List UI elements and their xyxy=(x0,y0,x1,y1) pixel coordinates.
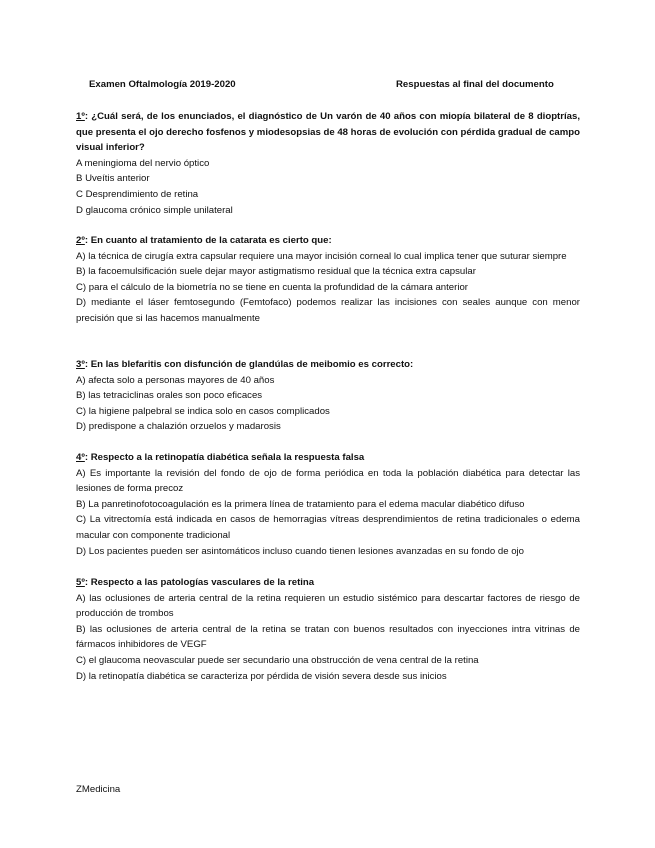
option-b: B) las oclusiones de arteria central de la retina se tratan con buenos resultados con inyecciones intra vitrinas de fármacos inhibidores de VEGF xyxy=(76,623,580,651)
question-stem xyxy=(76,233,580,249)
question-stem xyxy=(76,109,580,156)
option-d: D) Los pacientes pueden ser asintomáticos incluso cuando tienen lesiones avanzadas en su fondo de ojo xyxy=(76,545,525,557)
question-1 xyxy=(76,109,580,218)
answers-note: Respuestas al final del documento xyxy=(396,79,554,90)
question-text: : En las blefaritis con disfunción de glandúlas de meibomio es correcto: xyxy=(84,359,414,370)
question-number: 5º xyxy=(76,577,85,588)
question-text: : Respecto a la retinopatía diabética señala la respuesta falsa xyxy=(84,452,365,463)
question-stem xyxy=(76,450,580,466)
question-number: 1º xyxy=(76,111,85,122)
question-5 xyxy=(76,575,580,684)
option-c: C) La vitrectomía está indicada en casos de hemorragias vítreas desprendimientos de retina tradicionales o edema macular con componente tradicional xyxy=(76,514,580,541)
option-d: D glaucoma crónico simple unilateral xyxy=(76,204,233,216)
option-b: B) la facoemulsificación suele dejar mayor astigmatismo residual que la técnica extra capsular xyxy=(76,266,476,278)
option-c: C) para el cálculo de la biometría no se tiene en cuenta la profundidad de la cámara anterior xyxy=(76,281,468,293)
question-stem xyxy=(76,575,580,591)
exam-title: Examen Oftalmología 2019-2020 xyxy=(89,79,236,90)
question-stem xyxy=(76,357,580,373)
page-header xyxy=(76,77,580,93)
question-text: : En cuanto al tratamiento de la catarata es cierto que: xyxy=(84,235,332,246)
option-a: A meningioma del nervio óptico xyxy=(76,157,210,169)
option-a: A) afecta solo a personas mayores de 40 años xyxy=(76,374,275,386)
option-c: C) la higiene palpebral se indica solo en casos complicados xyxy=(76,405,330,417)
question-2 xyxy=(76,233,580,327)
option-b: B) La panretinofotocoagulación es la primera línea de tratamiento para el edema macular diabético difuso xyxy=(76,498,525,510)
option-b: B Uveítis anterior xyxy=(76,173,150,185)
question-4 xyxy=(76,450,580,559)
option-d: D) predispone a chalazión orzuelos y madarosis xyxy=(76,421,281,433)
question-text: : Respecto a las patologías vasculares de la retina xyxy=(84,577,315,588)
option-b: B) las tetraciclinas orales son poco eficaces xyxy=(76,390,263,402)
option-d: D) mediante el láser femtosegundo (Femtofaco) podemos realizar las incisiones con seales aunque con menor precisión que si las hacemos manualmente xyxy=(76,297,580,324)
option-a: A) la técnica de cirugía extra capsular requiere una mayor incisión corneal lo cual implica tener que suturar siempre xyxy=(76,250,567,262)
question-3 xyxy=(76,357,580,435)
option-d: D) la retinopatía diabética se caracteriza por pérdida de visión severa desde sus inicios xyxy=(76,670,447,682)
page-footer: ZMedicina xyxy=(76,784,121,795)
question-number: 4º xyxy=(76,452,85,463)
option-c: C) el glaucoma neovascular puede ser secundario una obstrucción de vena central de la retina xyxy=(76,654,479,666)
question-number: 2º xyxy=(76,235,85,246)
option-a: A) Es importante la revisión del fondo de ojo de forma periódica en toda la población diabética para detectar las lesiones de forma precoz xyxy=(76,467,580,495)
option-c: C Desprendimiento de retina xyxy=(76,188,199,200)
option-a: A) las oclusiones de arteria central de la retina requieren un estudio sistémico para descartar factores de riesgo de producción de trombos xyxy=(76,592,580,620)
question-text: : ¿Cuál será, de los enunciados, el diagnóstico de Un varón de 40 años con miopía bilateral de 8 dioptrías, que presenta el ojo derecho fosfenos y miodesopsias de 48 horas de evolución con pérdida gradual de campo visual inferior? xyxy=(76,111,580,154)
question-number: 3º xyxy=(76,359,85,370)
